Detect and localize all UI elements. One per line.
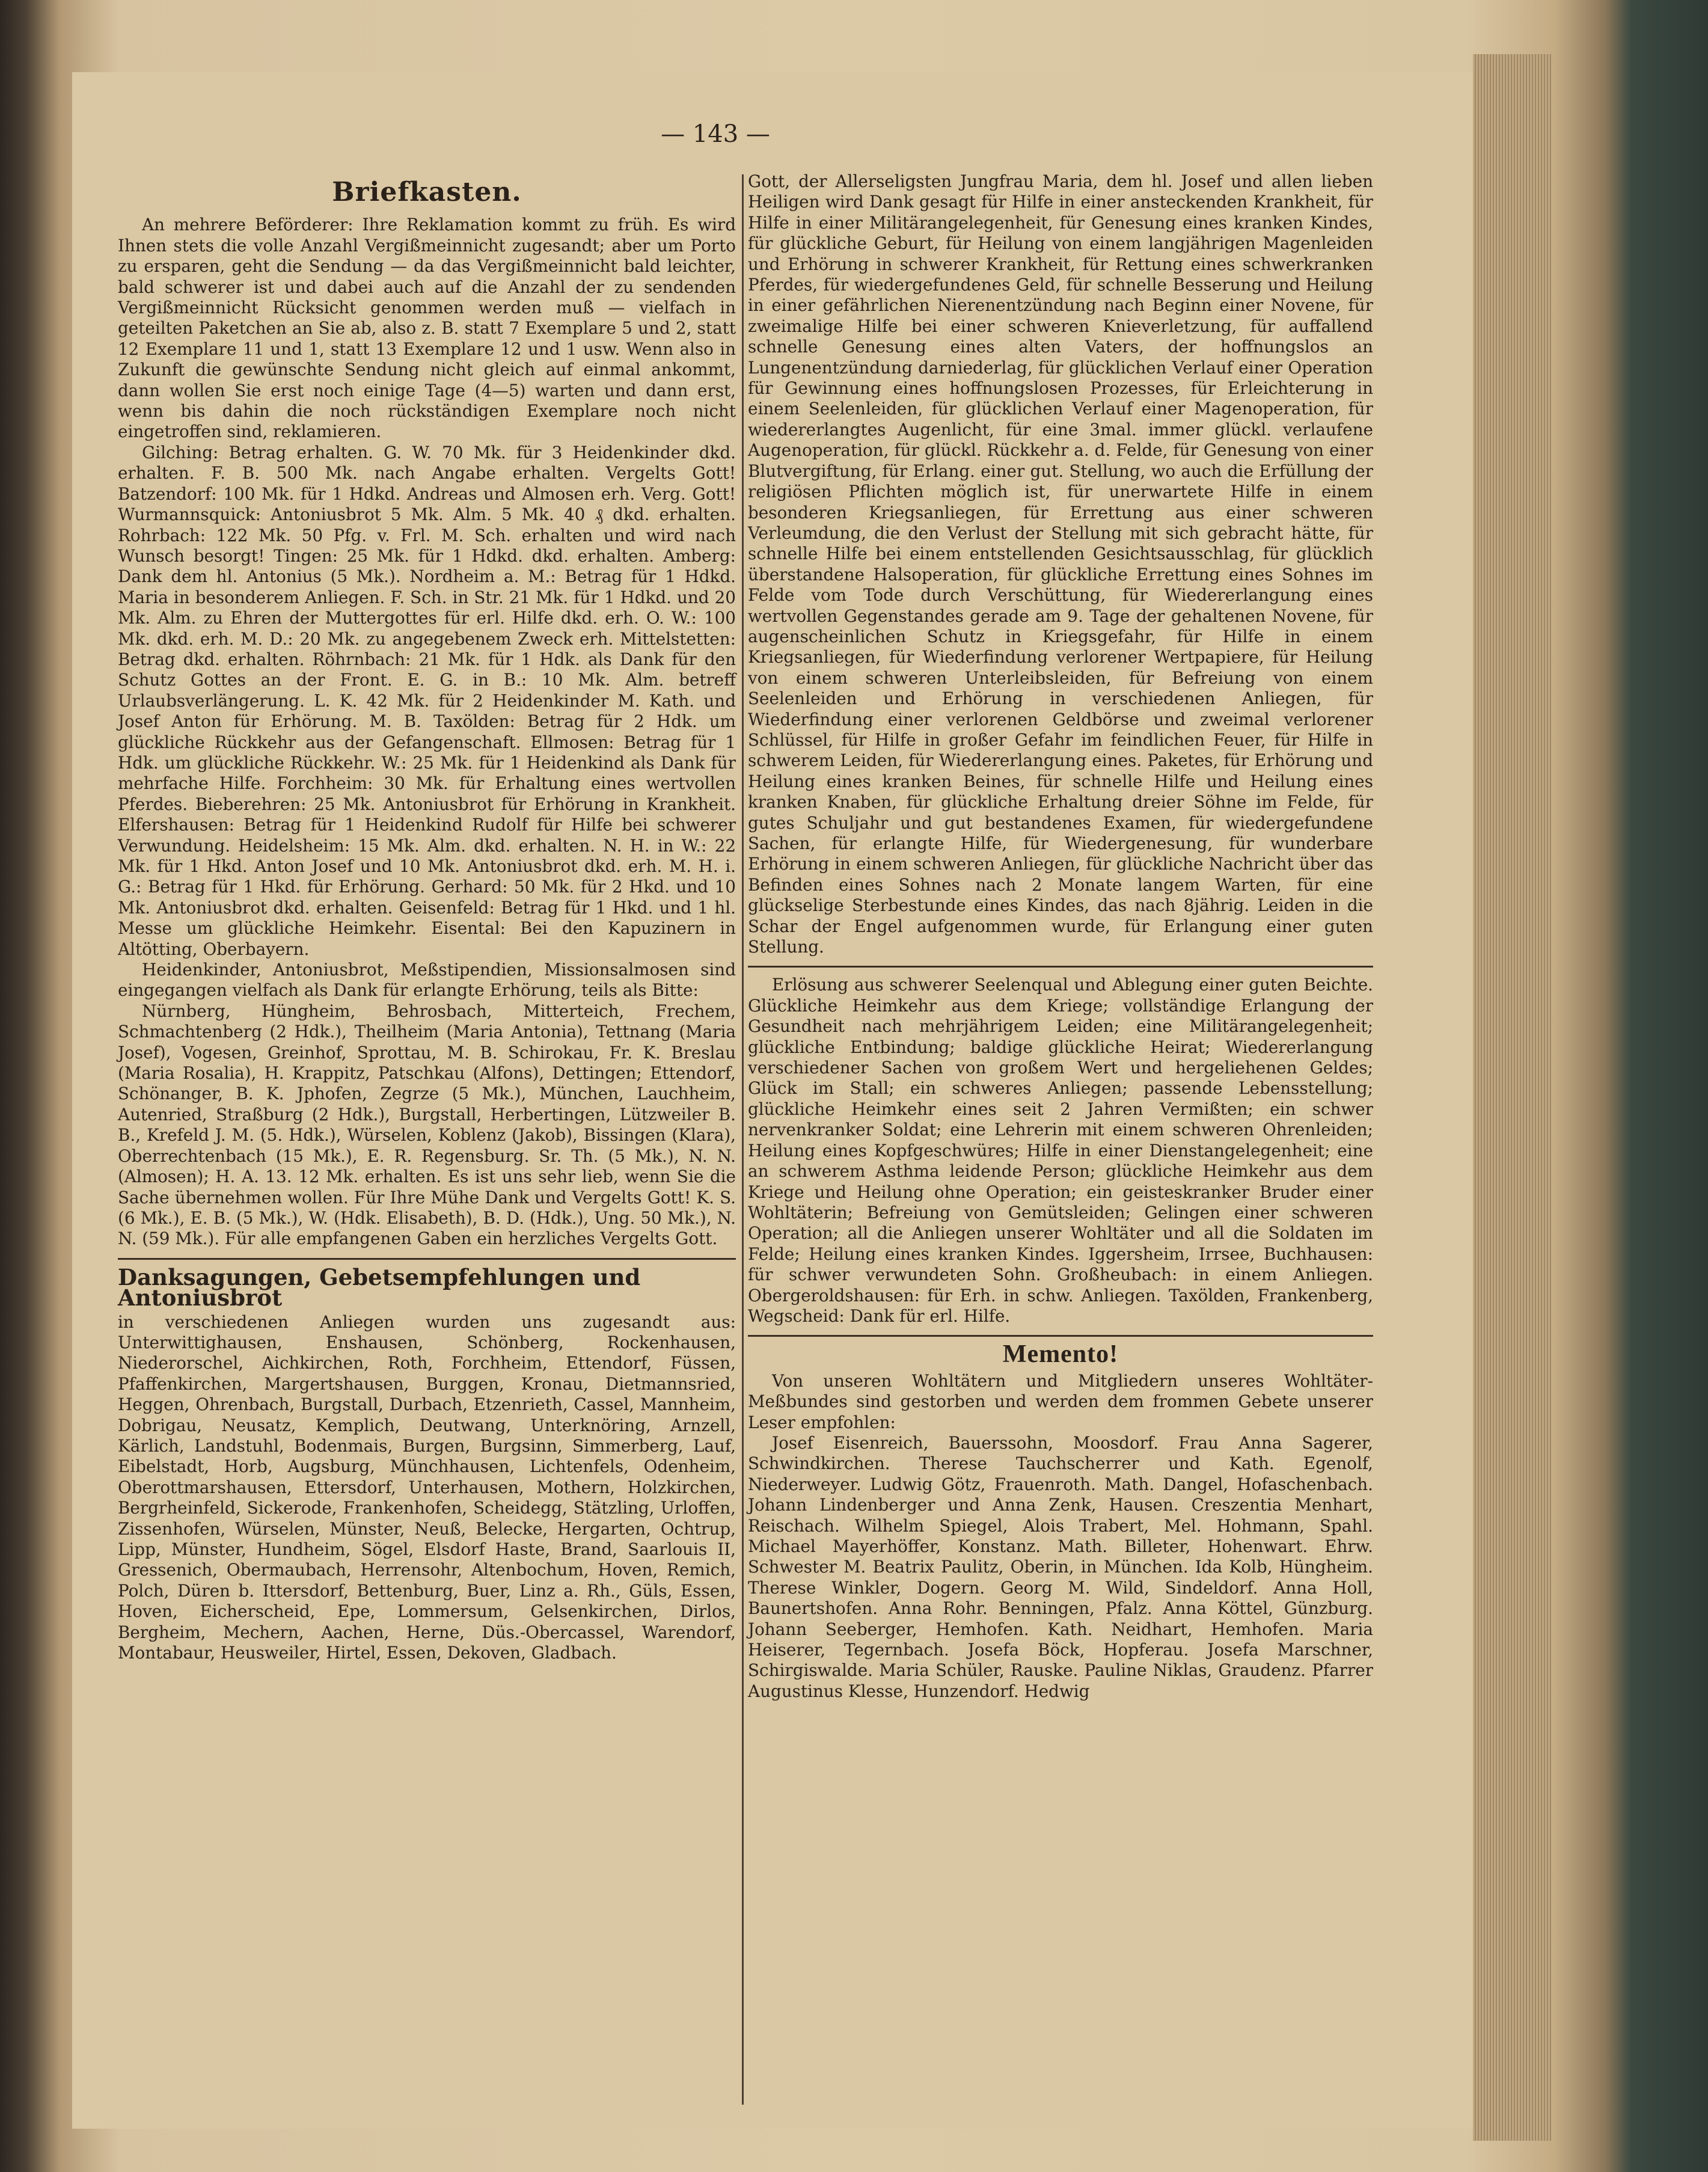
section-divider xyxy=(748,1335,1373,1337)
section-divider xyxy=(118,1258,736,1260)
right-column xyxy=(748,171,1373,1702)
danksagungen-heading: Danksagungen, Gebetsempfehlungen und Antoniusbrot xyxy=(118,1263,641,1311)
memento-heading: Memento! xyxy=(1002,1340,1119,1369)
thanks-paragraph: Gott, der Allerseligsten Jungfrau Maria, dem hl. Josef und allen lieben Heiligen wird Dank gesagt für Hilfe in einer ansteckenden Krankheit, für Hilfe in einer Militärangelegenheit, für Genesung eines kranken Kindes, für glückliche Geburt, für Heilung von einem langjährigen Magenleiden und Erhörung in schwerer Krankheit, für Rettung eines schwerkranken Pferdes, für wiedergefundenes Geld, für schnelle Besserung und Heilung in einer gefährlichen Nierenentzündung nach Beginn einer Novene, für zweimalige Hilfe bei einer schweren Knieverletzung, für auffallend schnelle Genesung eines alten Vaters, der hoffnungslos an Lungenentzündung darniederlag, für glücklichen Verlauf einer Operation für Gewinnung eines hoffnungslosen Prozesses, für Erleichterung in einem Seelenleiden, für glücklichen Verlauf einer Magenoperation, für wiedererlangtes Augenlicht, für eine 3mal. immer glückl. verlaufene Augenoperation, für glückl. Rückkehr a. d. Felde, für Genesung von einer Blutvergiftung, für Erlang. einer gut. Stellung, wo auch die Erfüllung der religiösen Pflichten möglich ist, für unerwartete Hilfe in einem besonderen Kriegsanliegen, für Errettung aus einer schweren Verleumdung, die den Verlust der Stellung mit sich gebracht hätte, für schnelle Hilfe bei einem entstellenden Gesichtsausschlag, für glücklich überstandene Halsoperation, für glückliche Errettung eines Sohnes im Felde vom Tode durch Verschüttung, für Wiedererlangung eines wertvollen Gegenstandes gerade am 9. Tage der gehaltenen Novene, für augenscheinlichen Schutz in Kriegsgefahr, für Hilfe in einem Kriegsanliegen, für Wiederfindung verlorener Wertpapiere, für Heilung von einem schweren Unterleibsleiden, für Befreiung von einem Seelenleiden und Erhörung in verschiedenen Anliegen, für Wiederfindung einer verlorenen Geldbörse und zweimal verlorener Schlüssel, für Hilfe in großer Gefahr im feindlichen Feuer, für Hilfe in schwerem Leiden, für Wiedererlangung eines. Paketes, für Erhörung und Heilung eines kranken Beines, für schnelle Hilfe und Heilung eines kranken Knaben, für glückliche Erhaltung dreier Söhne im Felde, für gutes Schuljahr und gut bestandenes Examen, für wiedergefundene Sachen, für erlangte Hilfe, für Wiedergenesung, für wunderbare Erhörung in einem schweren Anliegen, für glückliche Nachricht über das Befinden eines Sohnes nach 2 Monate langem Warten, für eine glückselige Sterbestunde eines Kindes, das nach 8jährig. Leiden in die Schar der Engel aufgenommen wurde, für Erlangung einer guten Stellung. xyxy=(748,171,1373,957)
thanks-paragraph: Erlösung aus schwerer Seelenqual und Ablegung einer guten Beichte. Glückliche Heimkehr aus dem Kriege; vollständige Erlangung der Gesundheit nach mehrjährigem Leiden; eine Militärangelegenheit; glückliche Entbindung; baldige glückliche Heirat; Wiedererlangung verschiedener Sachen von großem Wert und hergeliehenen Geldes; Glück im Stall; ein schweres Anliegen; passende Lebensstellung; glückliche Heimkehr eines seit 2 Jahren Vermißten; ein schwer nervenkranker Soldat; eine Lehrerin mit einem schweren Ohrenleiden; Heilung eines Kopfgeschwüres; Hilfe in einer Dienstangelegenheit; eine an schwerem Asthma leidende Person; glückliche Heimkehr aus dem Kriege und Heilung ohne Operation; ein geisteskranker Bruder einer Wohltäterin; Befreiung von Gemütsleiden; Gelingen einer schweren Operation; all die Anliegen unserer Wohltäter und all die Soldaten im Felde; Heilung eines kranken Kindes. Iggersheim, Irrsee, Buchhausen: für schwer verwundeten Sohn. Großheubach: in einem Anliegen. Obergeroldshausen: für Erh. in schw. Anliegen. Taxölden, Frankenberg, Wegscheid: Dank für erl. Hilfe. xyxy=(748,975,1373,1326)
column-divider xyxy=(742,174,744,2105)
memento-intro: Von unseren Wohltätern und Mitgliedern unseres Wohltäter-Meßbundes sind gestorben und werden dem frommen Gebete unserer Leser empfohlen: xyxy=(748,1370,1373,1432)
briefkasten-paragraph: Gilching: Betrag erhalten. G. W. 70 Mk. für 3 Heidenkinder dkd. erhalten. F. B. 500 Mk. nach Angabe erhalten. Vergelts Gott! Batzendorf: 100 Mk. für 1 Hdkd. Andreas und Almosen erh. Verg. Gott! Wurmannsquick: Antoniusbrot 5 Mk. Alm. 5 Mk. 40 ₰ dkd. erhalten. Rohrbach: 122 Mk. 50 Pfg. v. Frl. M. Sch. erhalten und wird nach Wunsch besorgt! Tingen: 25 Mk. für 1 Hdkd. dkd. erhalten. Amberg: Dank dem hl. Antonius (5 Mk.). Nordheim a. M.: Betrag für 1 Hdkd. Maria in besonderem Anliegen. F. Sch. in Str. 21 Mk. für 1 Hdkd. und 20 Mk. Alm. zu Ehren der Muttergottes für erl. Hilfe dkd. erh. O. W.: 100 Mk. dkd. erh. M. D.: 20 Mk. zu angegebenem Zweck erh. Mittelstetten: Betrag dkd. erhalten. Röhrnbach: 21 Mk. für 1 Hdk. als Dank für den Schutz Gottes an der Front. E. G. in B.: 10 Mk. Alm. betreff Urlaubsverlängerung. L. K. 42 Mk. für 2 Heidenkinder M. Kath. und Josef Anton für Erhörung. M. B. Taxölden: Betrag für 2 Hdk. um glückliche Rückkehr aus der Gefangenschaft. Ellmosen: Betrag für 1 Hdk. um glückliche Rückkehr. W.: 25 Mk. für 1 Heidenkind als Dank für mehrfache Hilfe. Forchheim: 30 Mk. für Erhaltung eines wertvollen Pferdes. Bieberehren: 25 Mk. Antoniusbrot für Erhörung in Krankheit. Elfershausen: Betrag für 1 Heidenkind Rudolf für Hilfe bei schwerer Verwundung. Heidelsheim: 15 Mk. Alm. dkd. erhalten. N. H. in W.: 22 Mk. für 1 Hkd. Anton Josef und 10 Mk. Antoniusbrot dkd. erh. M. H. i. G.: Betrag für 1 Hkd. für Erhörung. Gerhard: 50 Mk. für 2 Hkd. und 10 Mk. Antoniusbrot dkd. erhalten. Geisenfeld: Betrag für 1 Hkd. und 1 hl. Messe um glückliche Heimkehr. Eisental: Bei den Kapuzinern in Altötting, Oberbayern. xyxy=(118,442,736,959)
briefkasten-heading: Briefkasten. xyxy=(332,177,522,207)
briefkasten-paragraph: Heidenkinder, Antoniusbrot, Meßstipendien, Missionsalmosen sind eingegangen vielfach als Dank für erlangte Erhörung, teils als Bitte: xyxy=(118,960,736,1001)
briefkasten-paragraph: An mehrere Beförderer: Ihre Reklamation kommt zu früh. Es wird Ihnen stets die volle Anzahl Vergißmeinnicht zugesandt; aber um Porto zu ersparen, geht die Sendung — da das Vergißmeinnicht bald leichter, bald schwerer ist und dabei auch auf die Anzahl der zu sendenden Vergißmeinnicht Rücksicht genommen werden muß — vielfach in geteilten Paketchen an Sie ab, also z. B. statt 7 Exemplare 5 und 2, statt 12 Exemplare 11 und 1, statt 13 Exemplare 12 und 1 usw. Wenn also in Zukunft die gewünschte Sendung nicht gleich auf einmal ankommt, dann wollen Sie erst noch einige Tage (4—5) warten und dann erst, wenn bis dahin die noch rückständigen Exemplare noch nicht eingetroffen sind, reklamieren. xyxy=(118,215,736,442)
page-number: — 143 — xyxy=(661,120,770,148)
danksagungen-paragraph: in verschiedenen Anliegen wurden uns zugesandt aus: Unterwittighausen, Enshausen, Schönberg, Rockenhausen, Niederorschel, Aichkirchen, Roth, Forchheim, Ettendorf, Füssen, Pfaffenkirchen, Margertshausen, Burggen, Kronau, Dietmannsried, Heggen, Ohrenbach, Burgstall, Durbach, Etzenrieth, Cassel, Mannheim, Dobrigau, Neusatz, Kemplich, Deutwang, Unterknöring, Arnzell, Kärlich, Landstuhl, Bodenmais, Burgen, Burgsinn, Simmerberg, Lauf, Eibelstadt, Horb, Augsburg, Münchhausen, Lichtenfels, Odenheim, Oberottmarshausen, Ettersdorf, Unterhausen, Mothern, Holzkirchen, Bergrheinfeld, Sickerode, Frankenhofen, Scheidegg, Stätzling, Urloffen, Zissenhofen, Würselen, Münster, Neuß, Belecke, Hergarten, Ochtrup, Lipp, Münster, Hundheim, Sögel, Elsdorf Haste, Brand, Saarlouis II, Gressenich, Obermaubach, Herrensohr, Altenbochum, Hoven, Remich, Polch, Düren b. Ittersdorf, Bettenburg, Buer, Linz a. Rh., Güls, Essen, Hoven, Eicherscheid, Epe, Lommersum, Gelsenkirchen, Dirlos, Bergheim, Mechern, Aachen, Herne, Düs.-Obercassel, Warendorf, Montabaur, Heusweiler, Hirtel, Essen, Dekoven, Gladbach. xyxy=(118,1311,736,1663)
section-divider xyxy=(748,966,1373,968)
left-column xyxy=(118,171,736,1663)
book-page-edges xyxy=(1473,54,1551,2141)
memento-names: Josef Eisenreich, Bauerssohn, Moosdorf. Frau Anna Sagerer, Schwindkirchen. Therese Tauchscherrer und Kath. Egenolf, Niederweyer. Ludwig Götz, Frauenroth. Math. Dangel, Hofaschenbach. Johann Lindenberger und Anna Zenk, Hausen. Creszentia Menhart, Reischach. Wilhelm Spiegel, Alois Trabert, Mel. Hohmann, Spahl. Michael Mayerhöffer, Konstanz. Math. Billeter, Hohenwart. Ehrw. Schwester M. Beatrix Paulitz, Oberin, in München. Ida Kolb, Hüngheim. Therese Winkler, Dogern. Georg M. Wild, Sindeldorf. Anna Holl, Baunertshofen. Anna Rohr. Benningen, Pfalz. Anna Köttel, Günzburg. Johann Seeberger, Hemhofen. Kath. Neidhart, Hemhofen. Maria Heiserer, Tegernbach. Josefa Böck, Hopferau. Josefa Marschner, Schirgiswalde. Maria Schüler, Rauske. Pauline Niklas, Graudenz. Pfarrer Augustinus Klesse, Hunzendorf. Hedwig xyxy=(748,1432,1373,1701)
briefkasten-paragraph: Nürnberg, Hüngheim, Behrosbach, Mitterteich, Frechem, Schmachtenberg (2 Hdk.), Theilheim (Maria Antonia), Tettnang (Maria Josef), Vogesen, Greinhof, Sprottau, M. B. Schirokau, Fr. K. Breslau (Maria Rosalia), H. Krappitz, Patschkau (Alfons), Dettingen; Ettendorf, Schönanger, B. K. Jphofen, Zegrze (5 Mk.), München, Lauchheim, Autenried, Straßburg (2 Hdk.), Burgstall, Herbertingen, Lützweiler B. B., Krefeld J. M. (5. Hdk.), Würselen, Koblenz (Jakob), Bissingen (Klara), Oberrechtenbach (15 Mk.), E. R. Regensburg. Sr. Th. (5 Mk.), N. N. (Almosen); H. A. 13. 12 Mk. erhalten. Es ist uns sehr lieb, wenn Sie die Sache übernehmen wollen. Für Ihre Mühe Dank und Vergelts Gott! K. S. (6 Mk.), E. B. (5 Mk.), W. (Hdk. Elisabeth), B. D. (Hdk.), Ung. 50 Mk.), N. N. (59 Mk.). Für alle empfangenen Gaben ein herzliches Vergelts Gott. xyxy=(118,1001,736,1249)
